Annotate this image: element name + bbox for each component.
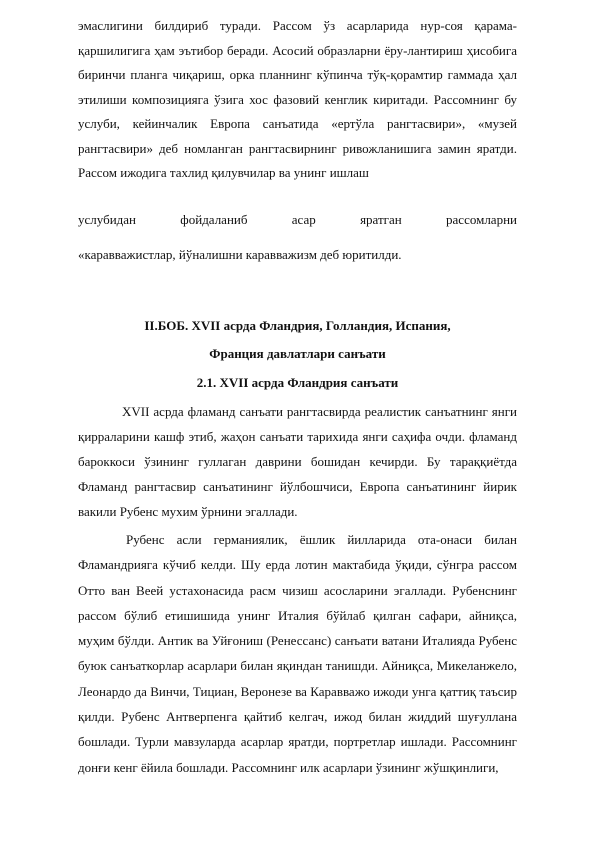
closing-line: «каравважистлар, йўналишни каравважизм деб юритилди. <box>78 247 402 262</box>
spread-text-line: услубидан фойдаланиб асар яратган рассомларни <box>78 212 517 227</box>
paragraph-flanders-art: XVII асрда фламанд санъати рангтасвирда реалистик санъатнинг янги қирраларини кашф этиб, жаҳон санъати тарихида янги саҳифа очди. фламанд бароккоси ўзининг гуллаган даврини бошидан кечирди. Бу тараққиётда Фламанд рангтасвир санъатининг йўлбошчиси, Европа санъатининг йирик вакили Рубенс мухим ўрнини эгаллади. <box>78 404 517 519</box>
chapter-subtitle: Франция давлатлари санъати <box>209 346 386 361</box>
intro-paragraph: эмаслигини билдириб туради. Рассом ўз асарларида нур-соя қарама-қаршилигига ҳам эътибор беради. Асосий образларни ёру-лантириш ҳисобига биринчи планга чиқариш, орка планнинг кўпинча тўқ-қорамтир гаммада ҳал этилиши композицияга ўзига хос фазовий кенглик киритади. Рассомнинг бу услуби, кейинчалик Европа санъатида «ертўла рангтасвири», «музей рангтасвири» деб номланган рангтасвирнинг ривожланишига замин яратди. Рассом ижодига тахлид қилувчилар ва унинг ишлаш <box>78 18 517 180</box>
section-title: 2.1. XVII асрда Фландрия санъати <box>196 375 399 390</box>
paragraph-rubens-biography: Рубенс асли германиялик, ёшлик йилларида ота-онаси билан Фламандрияга кўчиб келди. Шу ерда лотин мактабида ўқиди, сўнгра рассом Отто ван Веей устахонасида расм чизиш асосларини эгаллади. Рубенснинг рассом бўлиб етишишида унинг Италия бўйлаб қилган сафари, айниқса, муҳим бўлди. Антик ва Уйғониш (Ренессанс) санъати ватани Италияда Рубенс буюк санъаткорлар асарлари билан яқиндан танишди. Айниқса, Микеланжело, Леонардо да Винчи, Тициан, Веронезе ва Каравважо ижоди унга қаттиқ таъсир қилди. Рубенс Антверпенга қайтиб келгач, ижод билан жиддий шуғуллана бошлади. Турли мавзуларда асарлар яратди, портретлар ишлади. Рассомнинг донғи кенг ёйила бошлади. Рассомнинг илк асарлари ўзининг жўшқинлиги, <box>78 532 517 775</box>
chapter-title: II.БОБ. XVII асрда Фландрия, Голландия, Испания, <box>144 318 451 333</box>
